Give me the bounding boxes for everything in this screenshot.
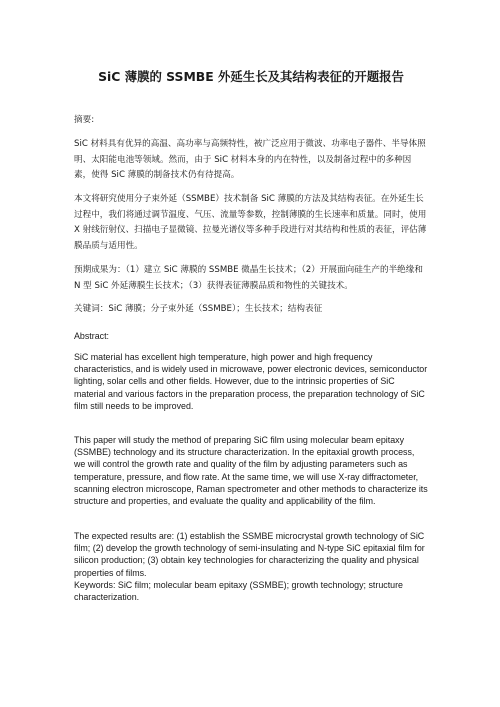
cn-abstract-paragraph-3: 预期成果为：（1）建立 SiC 薄膜的 SSMBE 微晶生长技术；（2）开展面向硅生产的半绝缘和 N 型 SiC 外延薄膜生长技术；（3）获得表征薄膜品质和物性的关键技术。 <box>74 265 423 291</box>
en-abstract-paragraph-2: This paper will study the method of preparing SiC film using molecular beam epitaxy (SSMBE) technology and its structure characterization. In the epitaxial growth process, we will control the growth rate and quality of the film by adjusting parameters such as temperature, pressure, and flow rate. At the same time, we will use X-ray diffractometer, scanning electron microscope, Raman spectrometer and other methods to characterize its structure and properties, and evaluate the quality and applicability of the film. <box>74 435 428 507</box>
cn-abstract-paragraph-2: 本文将研究使用分子束外延（SSMBE）技术制备 SiC 薄膜的方法及其结构表征。在外延生长过程中，我们将通过调节温度、气压、流量等参数，控制薄膜的生长速率和质量。同时，使用 X 射线衍射仪、扫描电子显微镜、拉曼光谱仪等多种手段进行对其结构和性质的表征，评估薄膜品质与适用性。 <box>74 194 427 251</box>
en-keywords: Keywords: SiC film; molecular beam epitaxy (SSMBE); growth technology; structure characterization. <box>74 580 403 603</box>
cn-abstract-label: 摘要: <box>74 115 95 125</box>
document-title: SiC 薄膜的 SSMBE 外延生长及其结构表征的开题报告 <box>98 69 404 84</box>
cn-keywords: 关键词：SiC 薄膜；分子束外延（SSMBE）；生长技术；结构表征 <box>74 304 323 314</box>
en-abstract-label: Abstract: <box>74 331 110 341</box>
en-abstract-paragraph-3: The expected results are: (1) establish the SSMBE microcrystal growth technology of SiC film; (2) develop the growth technology of semi-insulating and N-type SiC epitaxial film for silicon production; (3) obtain key technologies for characterizing the quality and physical properties of films. <box>74 531 425 578</box>
cn-abstract-paragraph-1: SiC 材料具有优异的高温、高功率与高频特性，被广泛应用于微波、功率电子器件、半导体照明、太阳能电池等领域。然而，由于 SiC 材料本身的内在特性，以及制备过程中的多种因素，使得 SiC 薄膜的制备技术仍有待提高。 <box>74 139 426 180</box>
en-abstract-paragraph-1: SiC material has excellent high temperature, high power and high frequency characteristics, and is widely used in microwave, power electronic devices, semiconductor lighting, solar cells and other fields. However, due to the intrinsic properties of SiC material and various factors in the preparation process, the preparation technology of SiC film still needs to be improved. <box>74 352 428 411</box>
